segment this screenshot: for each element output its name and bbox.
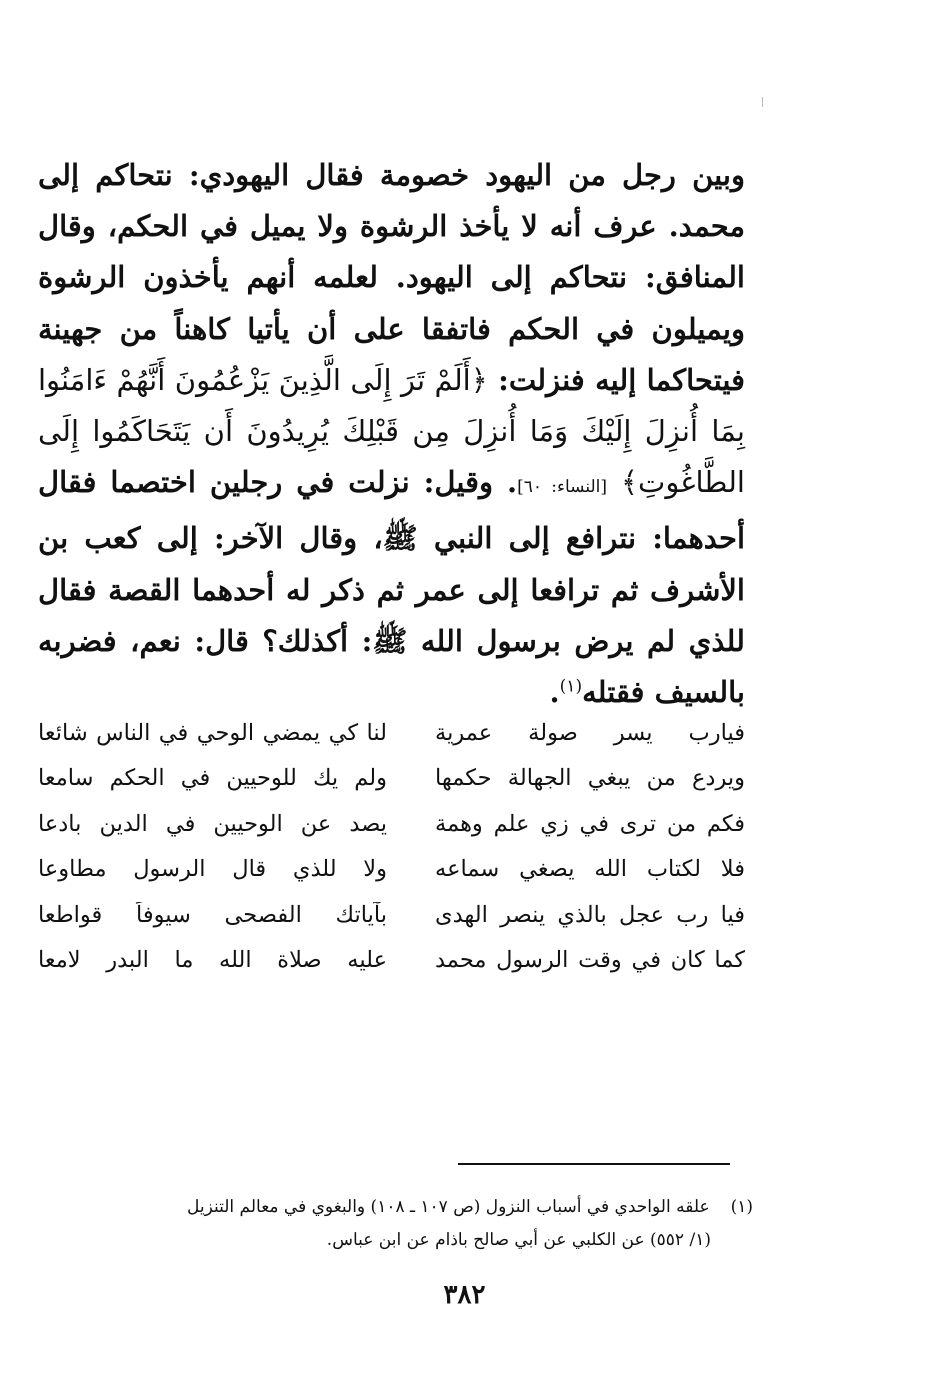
verse-brace-open: ﴿ <box>470 362 488 397</box>
poem-second-hemistich: لنا كي يمضي الوحي في الناس شائعا <box>38 719 387 746</box>
footnote-number: (١) <box>730 1197 753 1217</box>
footnote <box>38 1191 753 1257</box>
verse-brace-close: ﴾ <box>621 465 639 500</box>
poem-first-hemistich: ويردع من يبغي الجهالة حكمها <box>435 765 745 792</box>
poem-verse <box>38 847 745 893</box>
end-period: . <box>549 675 560 710</box>
poem <box>38 710 745 983</box>
footnote-marker: (١) <box>559 676 583 697</box>
poem-first-hemistich: كما كان في وقت الرسول محمد <box>435 947 745 974</box>
footnote-line-2 <box>38 1224 753 1257</box>
footnote-separator <box>458 1163 730 1165</box>
page-number: ٣٨٢ <box>443 1280 486 1310</box>
poem-verse <box>38 756 745 802</box>
poem-verse <box>38 938 745 984</box>
main-paragraph <box>38 150 745 718</box>
scan-speck <box>762 97 763 107</box>
poem-first-hemistich: فلا لكتاب الله يصغي سماعه <box>435 856 745 883</box>
poem-verse <box>38 892 745 938</box>
poem-first-hemistich: فكم من ترى في زي علم وهمة <box>435 810 745 837</box>
poem-second-hemistich: ولا للذي قال الرسول مطاوعا <box>38 856 387 883</box>
footnote-text-line-2: (١/ ٥٥٢) عن الكلبي عن أبي صالح باذام عن ابن عباس. <box>326 1230 711 1250</box>
paragraph-text-before-verse: وبين رجل من اليهود خصومة فقال اليهودي: نتحاكم إلى محمد. عرف أنه لا يأخذ الرشوة ولا يميل في الحكم، وقال المنافق: نتحاكم إلى اليهود. لعلمه أنهم يأخذون الرشوة ويميلون في الحكم فاتفقا على أن يأتيا كاهناً من جهينة فيتحاكما إليه فنزلت: <box>38 158 745 397</box>
poem-first-hemistich: فيارب يسر صولة عمرية <box>435 719 745 746</box>
paragraph-text-after-verse: . وقيل: نزلت في رجلين اختصما فقال أحدهما: نترافع إلى النبي ﷺ، وقال الآخر: إلى كعب بن الأشرف ثم ترافعا إلى عمر ثم ذكر له أحدهما القصة فقال للذي لم يرض برسول الله ﷺ: أكذلك؟ قال: نعم، فضربه بالسيف فقتله <box>38 465 745 710</box>
poem-second-hemistich: عليه صلاة الله ما البدر لامعا <box>38 947 387 974</box>
poem-verse <box>38 710 745 756</box>
poem-first-hemistich: فيا رب عجل بالذي ينصر الهدى <box>435 901 745 928</box>
footnote-line-1 <box>38 1191 753 1224</box>
footnote-text-line-1: علقه الواحدي في أسباب النزول (ص ١٠٧ ـ ١٠٨) والبغوي في معالم التنزيل <box>186 1197 710 1217</box>
verse-reference: [النساء: ٦٠] <box>517 477 608 498</box>
poem-second-hemistich: ولم يك للوحيين في الحكم سامعا <box>38 765 387 792</box>
quran-verse: أَلَمْ تَرَ إِلَى الَّذِينَ يَزْعُمُونَ أَنَّهُمْ ءَامَنُوا بِمَا أُنزِلَ إِلَيْكَ وَمَا أُنزِلَ مِن قَبْلِكَ يُرِيدُونَ أَن يَتَحَاكَمُوا إِلَى الطَّاغُوتِ <box>38 362 745 500</box>
poem-verse <box>38 801 745 847</box>
poem-second-hemistich: بآياتك الفصحى سيوفاً قواطعا <box>38 901 387 928</box>
poem-second-hemistich: يصد عن الوحيين في الدين بادعا <box>38 810 387 837</box>
